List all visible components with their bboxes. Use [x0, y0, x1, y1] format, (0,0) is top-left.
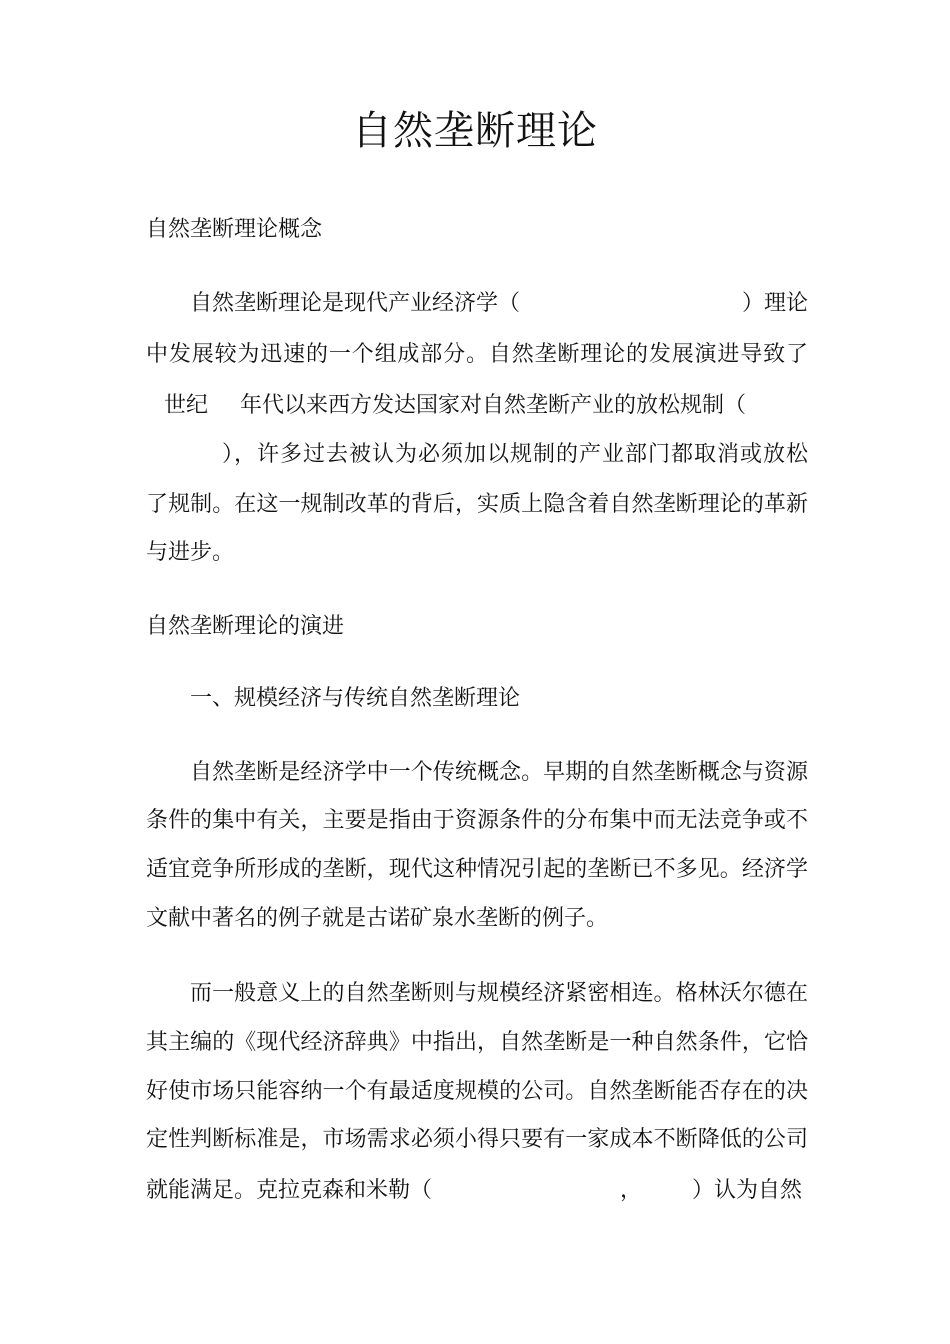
paragraph-1-line-2: 中发展较为迅速的一个组成部分。自然垄断理论的发展演进导致了	[146, 342, 808, 367]
paragraph-3-line-2: 其主编的《现代经济辞典》中指出，自然垄断是一种自然条件，它恰	[146, 1030, 808, 1055]
paragraph-2-line-2: 条件的集中有关，主要是指由于资源条件的分布集中而无法竞争或不	[146, 808, 808, 833]
paragraph-2-line-1: 自然垄断是经济学中一个传统概念。早期的自然垄断概念与资源	[190, 760, 808, 785]
paragraph-1-line-3-text: 年代以来西方发达国家对自然垄断产业的放松规制（	[240, 393, 747, 418]
paragraph-3-line-5-text: 就能满足。克拉克森和米勒（	[146, 1178, 433, 1203]
paragraph-3-line-5	[146, 1176, 808, 1206]
paragraph-1-line-5: 了规制。在这一规制改革的背后，实质上隐含着自然垄断理论的革新	[146, 492, 808, 517]
paragraph-3-line-5-comma: ，	[620, 1178, 643, 1203]
paragraph-3-line-3: 好使市场只能容纳一个有最适度规模的公司。自然垄断能否存在的决	[146, 1079, 808, 1104]
paragraph-2-line-3: 适宜竞争所形成的垄断，现代这种情况引起的垄断已不多见。经济学	[146, 857, 808, 882]
section-heading-concept: 自然垄断理论概念	[146, 217, 323, 242]
section-heading-evolution: 自然垄断理论的演进	[146, 614, 345, 639]
paragraph-1-line-1	[146, 289, 808, 319]
subheading-economies-of-scale: 一、规模经济与传统自然垄断理论	[190, 686, 521, 711]
paragraph-3-line-5-end: ）认为自然	[692, 1178, 803, 1203]
paragraph-3-line-1: 而一般意义上的自然垄断则与规模经济紧密相连。格林沃尔德在	[190, 981, 808, 1006]
document-title: 自然垄断理论	[352, 108, 598, 154]
paragraph-1-line-4-text: ），许多过去被认为必须加以规制的产业部门都取消或放松	[222, 442, 808, 467]
paragraph-1-line-3	[146, 391, 808, 421]
paragraph-1-line-4	[146, 440, 808, 470]
paragraph-2-line-4: 文献中著名的例子就是古诺矿泉水垄断的例子。	[146, 906, 609, 931]
paragraph-3-line-4: 定性判断标准是，市场需求必须小得只要有一家成本不断降低的公司	[146, 1127, 808, 1152]
paragraph-1-line-1-end: ）理论	[742, 291, 809, 316]
paragraph-1-line-1-text: 自然垄断理论是现代产业经济学（	[190, 291, 521, 316]
paragraph-1-century-word: 世纪	[164, 393, 209, 418]
paragraph-1-line-6: 与进步。	[146, 540, 235, 565]
